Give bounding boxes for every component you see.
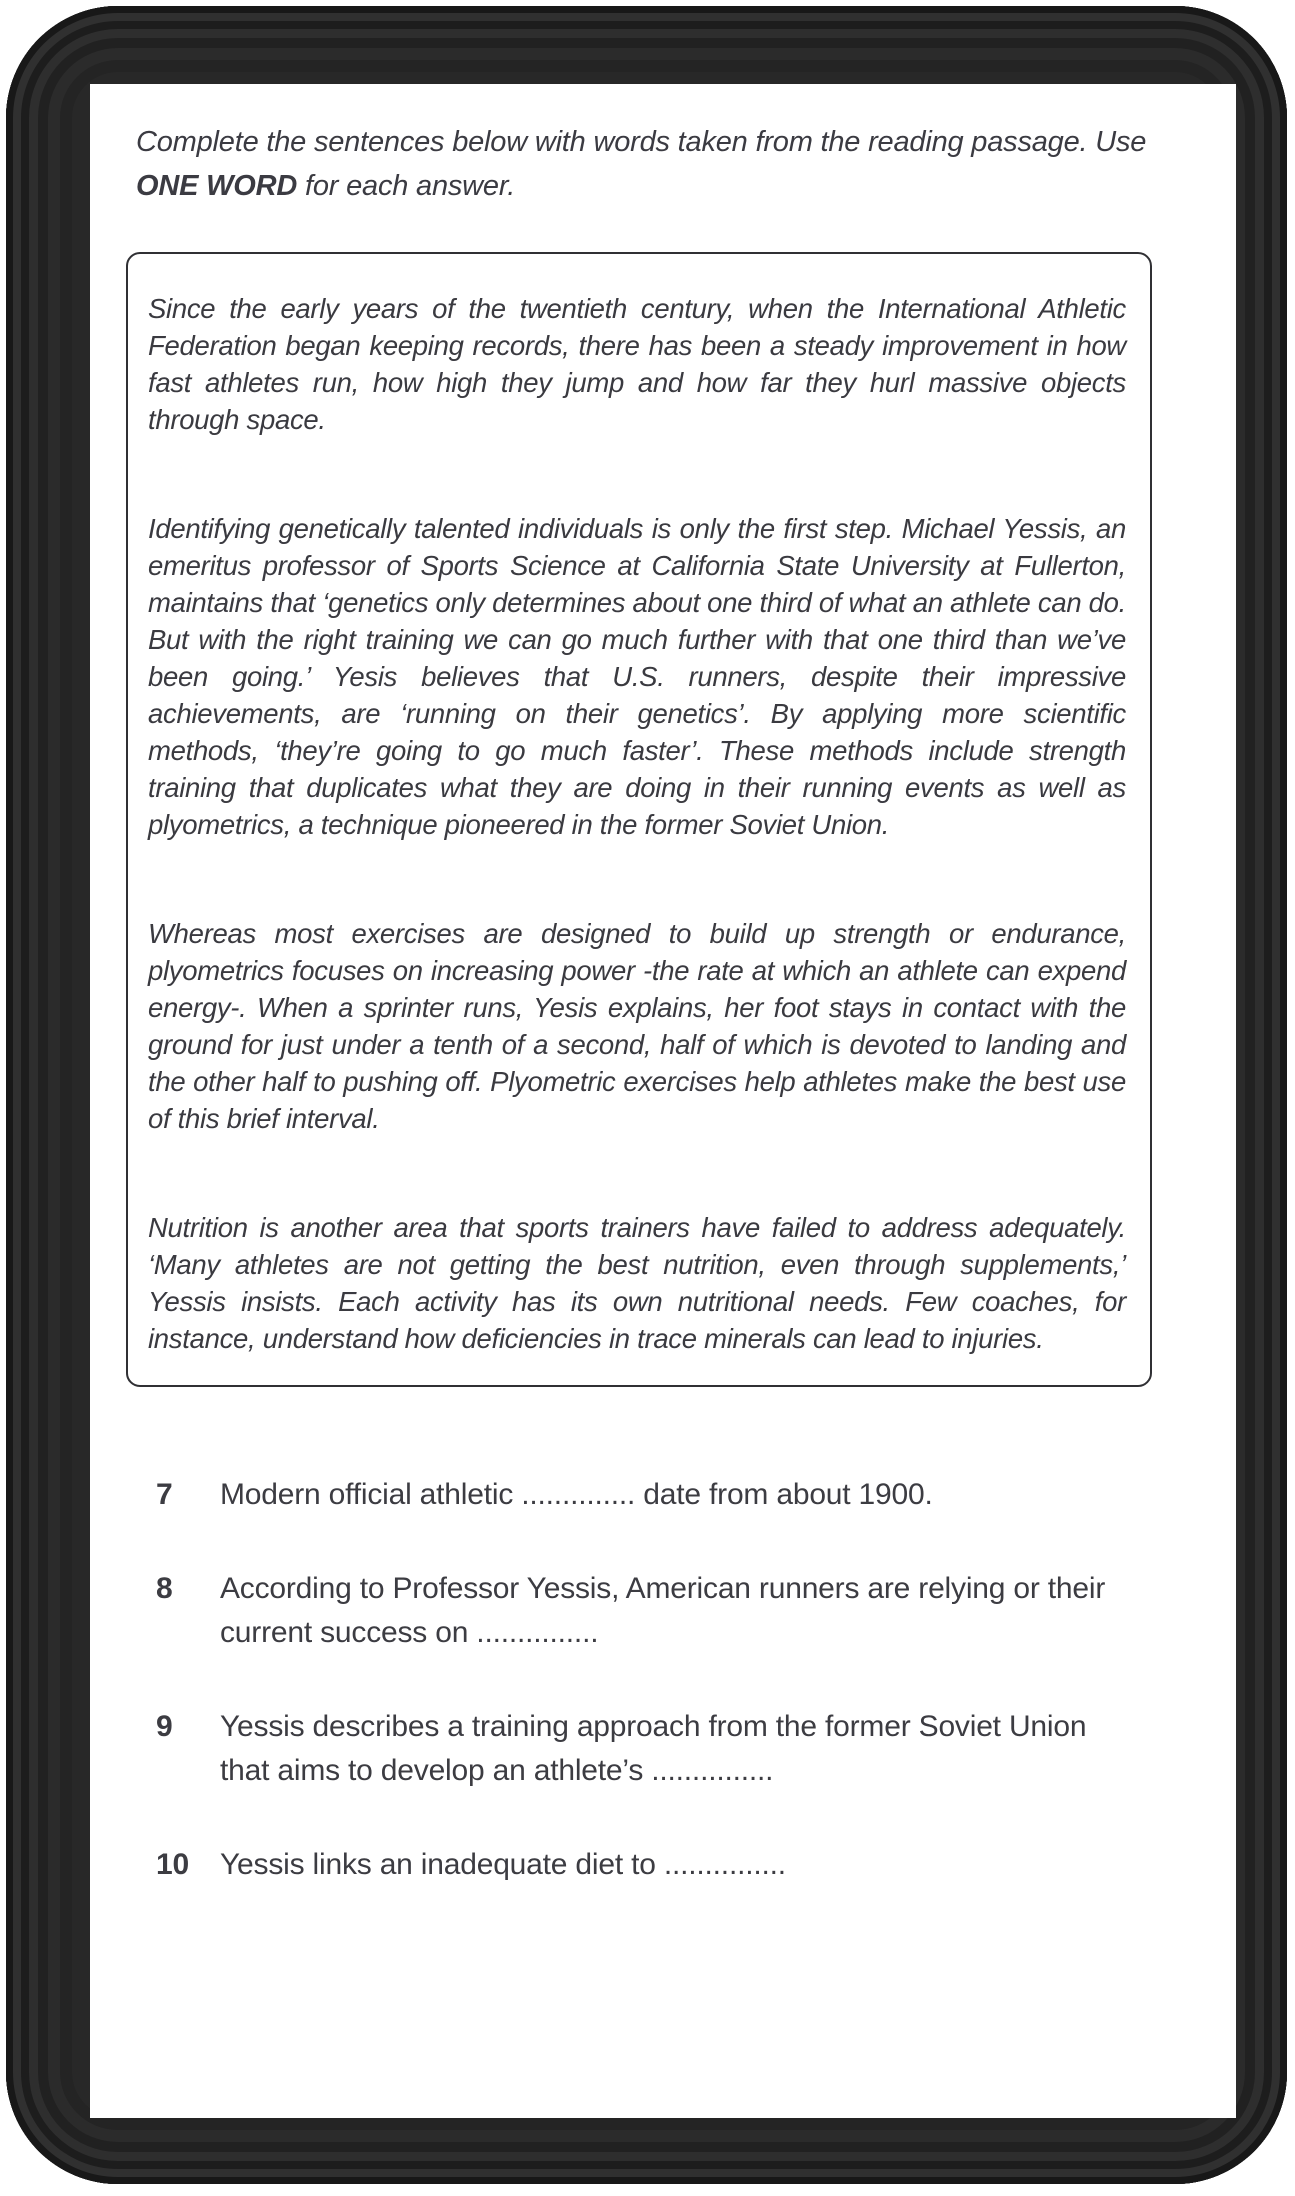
question-item [156,1843,1136,1887]
question-text: Yessis links an inadequate diet to ............... [220,1848,786,1881]
passage-paragraph: Whereas most exercises are designed to build up strength or endurance, plyometrics focuses on increasing power -the rate at which an athlete can expend energy-. When a sprinter runs, Yesis explains, her foot stays in contact with the ground for just under a tenth of a second, half of which is devoted to landing and the other half to pushing off. Plyometric exercises help athletes make the best use of this brief interval. [148,918,1126,1134]
question-text: According to Professor Yessis, American runners are relying or their current success on ............... [220,1572,1106,1649]
reading-passage-box [126,252,1152,1387]
passage-paragraph: Since the early years of the twentieth century, when the International Athletic Federation began keeping records, there has been a steady improvement in how fast athletes run, how high they jump and how far they hurl massive objects through space. [148,293,1126,435]
passage-paragraph: Nutrition is another area that sports trainers have failed to address adequately. ‘Many athletes are not getting the best nutrition, even through supplements,’ Yessis insists. Each activity has its own nutritional needs. Few coaches, for instance, understand how deficiencies in trace minerals can lead to injuries. [148,1212,1126,1354]
worksheet-page [90,84,1236,2118]
question-text: Yessis describes a training approach from the former Soviet Union that aims to develop an athlete’s ............... [220,1710,1087,1787]
question-item [156,1567,1136,1655]
instructions-text [136,120,1164,208]
instructions-suffix: for each answer. [297,170,516,202]
instructions-prefix: Complete the sentences below with words taken from the reading passage. Use [136,126,1147,158]
question-number: 9 [156,1710,173,1743]
question-item [156,1705,1136,1793]
question-number: 8 [156,1572,173,1605]
questions-list [156,1473,1136,1887]
question-number: 7 [156,1478,173,1511]
question-number: 10 [156,1848,189,1881]
question-text: Modern official athletic .............. date from about 1900. [220,1478,933,1511]
instructions-bold-word: ONE WORD [136,170,298,202]
device-frame [6,6,1287,2184]
passage-paragraph: Identifying genetically talented individuals is only the first step. Michael Yessis, an emeritus professor of Sports Science at California State University at Fullerton, maintains that ‘genetics only determines about one third of what an athlete can do. But with the right training we can go much further with that one third than we’ve been going.’ Yesis believes that U.S. runners, despite their impressive achievements, are ‘running on their genetics’. By applying more scientific methods, ‘they’re going to go much faster’. These methods include strength training that duplicates what they are doing in their running events as well as plyometrics, a technique pioneered in the former Soviet Union. [148,513,1126,840]
question-item [156,1473,1136,1517]
